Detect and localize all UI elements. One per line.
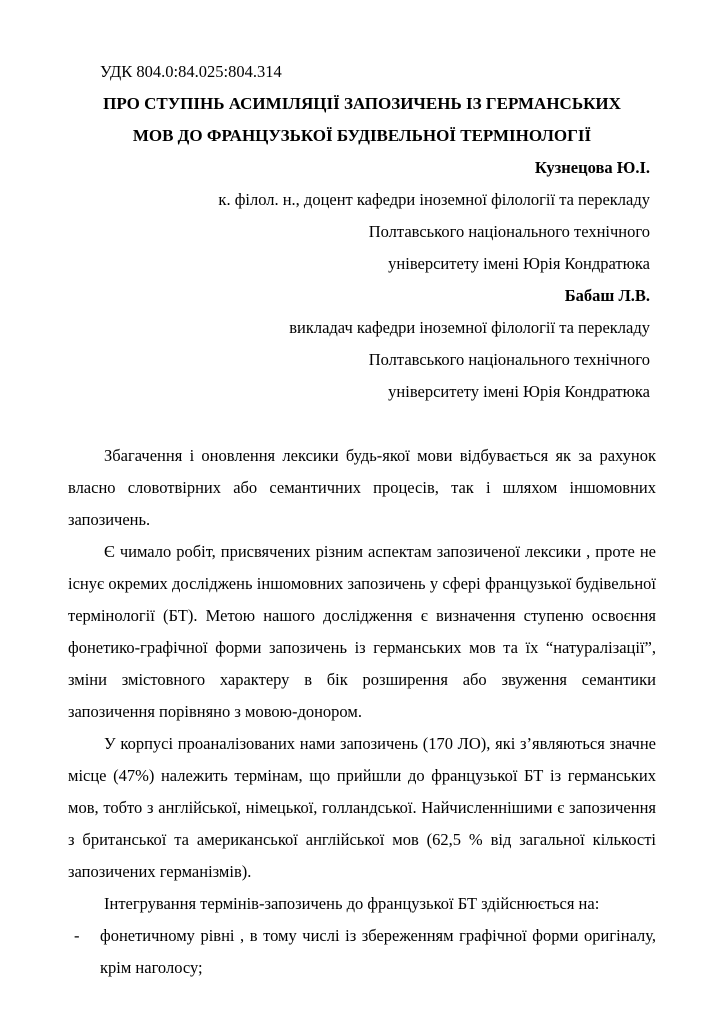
author-1-affiliation-line-3: університету імені Юрія Кондратюка bbox=[388, 254, 650, 273]
author-2-name: Бабаш Л.В. bbox=[564, 286, 650, 305]
author-1-affiliation-line-1: к. філол. н., доцент кафедри іноземної філології та перекладу bbox=[218, 190, 650, 209]
list-item bbox=[68, 920, 656, 984]
paragraph-1: Збагачення і оновлення лексики будь-якої мови відбувається як за рахунок власно словотвірних або семантичних процесів, так і шляхом іншомовних запозичень. bbox=[68, 446, 656, 529]
paragraph-4: Інтегрування термінів-запозичень до французької БТ здійснюється на: bbox=[104, 894, 600, 913]
author-2-affiliation-line-3: університету імені Юрія Кондратюка bbox=[388, 382, 650, 401]
paragraph-2: Є чимало робіт, присвячених різним аспектам запозиченої лексики , проте не існує окремих досліджень іншомовних запозичень у сфері французької будівельної термінології (БТ). Метою нашого дослідження є визначення ступеню освоєння фонетико-графічної форми запозичень із германських мов та їх “натуралізації”, зміни змістовного характеру в бік розширення або звуження семантики запозичення порівняно з мовою-донором. bbox=[68, 542, 656, 721]
author-2-affiliation-line-2: Полтавського національного технічного bbox=[368, 350, 650, 369]
author-1-affiliation-line-2: Полтавського національного технічного bbox=[368, 222, 650, 241]
author-block-2 bbox=[68, 280, 656, 408]
author-block-1 bbox=[68, 152, 656, 280]
article-body bbox=[68, 440, 656, 984]
paper-title bbox=[68, 88, 656, 152]
title-line-1: ПРО СТУПІНЬ АСИМІЛЯЦІЇ ЗАПОЗИЧЕНЬ ІЗ ГЕРМАНСЬКИХ bbox=[103, 94, 621, 113]
title-line-2: МОВ ДО ФРАНЦУЗЬКОЇ БУДІВЕЛЬНОЇ ТЕРМІНОЛОГІЇ bbox=[132, 126, 592, 145]
author-2-affiliation-line-1: викладач кафедри іноземної філології та перекладу bbox=[289, 318, 650, 337]
list-item-marker: - bbox=[74, 926, 80, 945]
udc-number: УДК 804.0:84.025:804.314 bbox=[100, 62, 282, 81]
list-item-text: фонетичному рівні , в тому числі із збереженням графічної форми оригіналу, крім наголосу; bbox=[100, 926, 656, 977]
author-1-name: Кузнецова Ю.І. bbox=[534, 158, 650, 177]
paragraph-3: У корпусі проаналізованих нами запозичень (170 ЛО), які з’являються значне місце (47%) належить термінам, що прийшли до французької БТ із германських мов, тобто з англійської, німецької, голландської. Найчисленнішими є запозичення з британської та американської англійської мов (62,5 % від загальної кількості запозичених германізмів). bbox=[68, 734, 656, 881]
